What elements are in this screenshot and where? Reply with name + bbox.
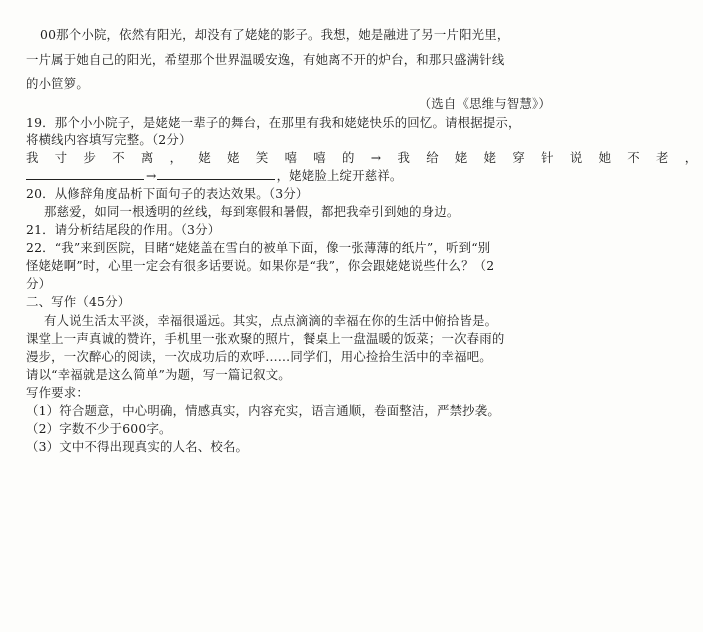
q19-sequence-end: ，姥姥脸上绽开慈祥。 <box>276 168 403 183</box>
passage-source: （选自《思维与智慧》） <box>418 96 551 111</box>
q19-sequence-line-2 <box>26 168 403 184</box>
writing-prompt-line-4: 请以“幸福就是这么简单”为题，写一篇记叙文。 <box>26 367 291 382</box>
q19-sequence-text: 我 寸 步 不 离 ， 姥 姥 笑 嘻 嘻 的 → 我 给 姥 姥 穿 针 说 她 不 老 ， <box>26 150 703 165</box>
requirement-3: （3）文中不得出现真实的人名、校名。 <box>26 439 249 454</box>
answer-blank[interactable] <box>26 169 144 180</box>
q19-text-line-1: 19．那个小小院子，是姥姥一辈子的舞台，在那里有我和姥姥快乐的回忆。请根据提示， <box>26 115 521 130</box>
passage-line-1: 00那个小院，依然有阳光，却没有了姥姥的影子。我想，她是融进了另一片阳光里， <box>40 27 510 42</box>
q19-text-line-2: 将横线内容填写完整。（2分） <box>26 132 192 147</box>
q20-text: 20．从修辞角度品析下面句子的表达效果。（3分） <box>26 186 309 201</box>
writing-heading: 二、写作（45分） <box>26 294 131 309</box>
writing-prompt-line-2: 课堂上一声真诚的赞许，手机里一张欢聚的照片，餐桌上一盘温暖的饭菜；一次春雨的 <box>26 331 505 346</box>
requirement-2: （2）字数不少于600字。 <box>26 421 172 436</box>
q22-text-line-3: 分） <box>26 276 52 291</box>
requirements-heading: 写作要求： <box>26 385 89 400</box>
q21-text: 21．请分析结尾段的作用。（3分） <box>26 222 221 237</box>
requirement-1: （1）符合题意，中心明确，情感真实，内容充实，语言通顺，卷面整洁，严禁抄袭。 <box>26 403 500 418</box>
writing-prompt-line-3: 漫步，一次醉心的阅读，一次成功后的欢呼……同学们，用心捡拾生活中的幸福吧。 <box>26 349 492 364</box>
passage-line-2: 一片属于她自己的阳光，希望那个世界温暖安逸，有她离不开的炉台，和那只盛满针线 <box>26 52 505 67</box>
writing-prompt-line-1: 有人说生活太平淡，幸福很遥远。其实，点点滴滴的幸福在你的生活中俯拾皆是。 <box>44 313 498 328</box>
q19-sequence-line-1 <box>26 150 703 166</box>
q20-quote: 那慈爱，如同一根透明的丝线，每到寒假和暑假，都把我牵引到她的身边。 <box>44 204 460 219</box>
q22-text-line-2: 怪姥姥啊”时，心里一定会有很多话要说。如果你是“我”，你会跟姥姥说些什么？（2 <box>26 258 495 273</box>
answer-blank[interactable] <box>157 169 275 180</box>
sequence-arrow: → <box>146 168 157 183</box>
passage-line-3: 的小笸箩。 <box>26 76 89 91</box>
q22-text-line-1: 22．“我”来到医院，目睹“姥姥盖在雪白的被单下面，像一张薄薄的纸片”，听到“别 <box>26 240 491 255</box>
